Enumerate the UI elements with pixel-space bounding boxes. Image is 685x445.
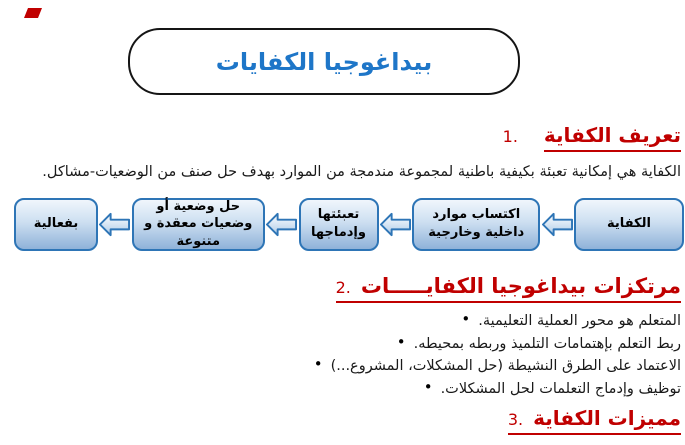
bullet-dot-icon: • — [423, 377, 433, 396]
bullet-text: المتعلم هو محور العملية التعليمية. — [478, 313, 681, 329]
flow-step-competency: الكفاية — [574, 198, 684, 251]
bullet-dot-icon: • — [461, 310, 471, 328]
foundations-bullet-list — [0, 311, 681, 401]
section-3-number: 3. — [507, 410, 524, 429]
section-3-title: مميزات الكفاية — [533, 406, 681, 430]
left-arrow-icon — [99, 211, 130, 238]
left-arrow-icon — [380, 211, 411, 238]
bullet-dot-icon: • — [313, 355, 323, 373]
left-arrow-icon — [266, 211, 297, 238]
section-3-heading — [508, 406, 681, 435]
flow-step-mobilize-integrate: تعبئتها وإدماجها — [299, 198, 379, 251]
list-item — [0, 379, 681, 402]
list-item — [0, 311, 681, 334]
section-1-number: 1. — [502, 127, 518, 146]
competency-flow-diagram — [14, 196, 684, 252]
section-2-heading — [336, 274, 681, 303]
section-2-title: مرتكزات بيداغوجيا الكفايـــــات — [360, 274, 681, 298]
list-item — [0, 356, 681, 379]
title-capsule — [128, 28, 520, 95]
page-title: بيداغوجيا الكفايات — [215, 47, 433, 76]
flow-step-acquire-resources: اكتساب موارد داخلية وخارجية — [412, 198, 540, 251]
competency-definition-text: الكفاية هي إمكانية تعبئة بكيفية باطنية لمجموعة مندمجة من الموارد بهدف حل صنف من الوضعيات-مشاكل. — [42, 164, 681, 180]
left-arrow-icon — [542, 211, 573, 238]
section-1-heading — [503, 123, 681, 152]
section-1-title: تعريف الكفاية — [544, 123, 681, 152]
list-item — [0, 334, 681, 357]
bullet-dot-icon: • — [396, 332, 406, 351]
bullet-text: ربط التعلم بإهتمامات التلميذ وربطه بمحيطه. — [413, 335, 681, 352]
bullet-text: توظيف وإدماج التعلمات لحل المشكلات. — [440, 380, 681, 397]
red-bookmark-icon — [24, 3, 42, 13]
flow-step-effectively: بفعالية — [14, 198, 98, 251]
bullet-text: الاعتماد على الطرق النشيطة (حل المشكلات، المشروع...) — [330, 358, 681, 374]
section-2-number: 2. — [335, 278, 351, 297]
flow-step-solve-situations: حل وضعية أو وضعيات معقدة و متنوعة — [132, 198, 265, 251]
